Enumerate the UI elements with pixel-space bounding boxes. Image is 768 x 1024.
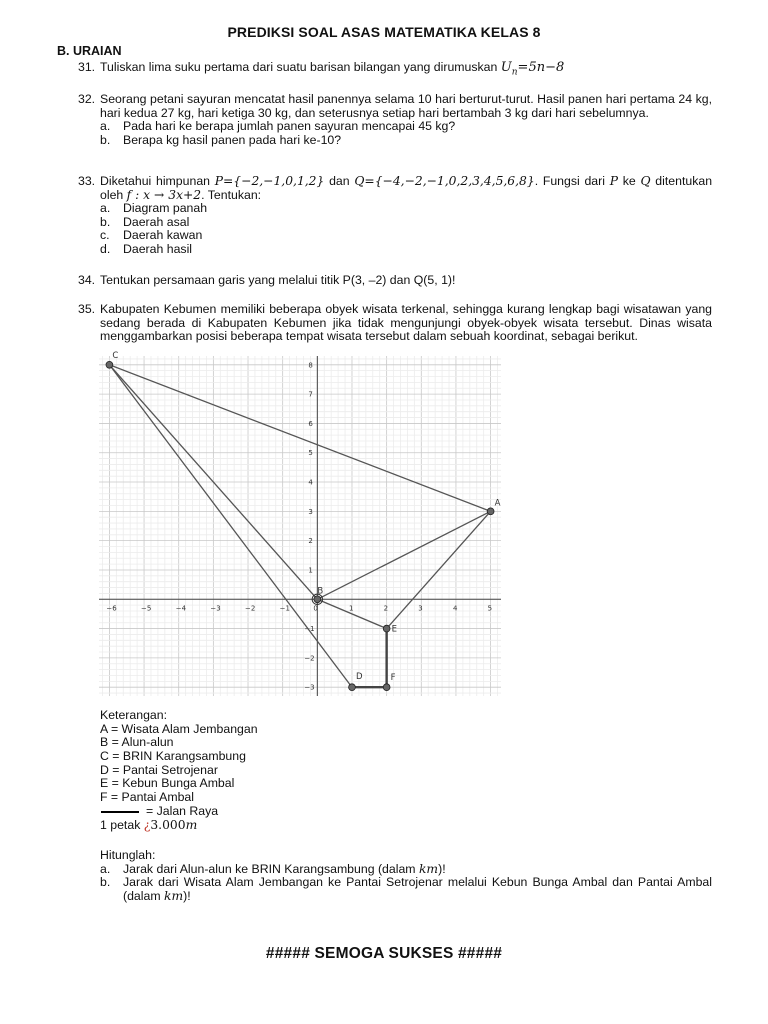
x-tick-label: 1 <box>348 604 354 613</box>
question-number: 31. <box>78 60 96 74</box>
x-tick-label: −3 <box>210 604 221 613</box>
y-tick-label: −2 <box>304 654 315 663</box>
legend <box>100 709 712 832</box>
question-number: 34. <box>78 273 96 287</box>
question-number: 33. <box>78 174 96 188</box>
set-p: P={−2,−1,0,1,2} <box>214 174 325 188</box>
list-item: a. Diagram panah <box>100 201 208 216</box>
list-item: b. Jarak dari Wisata Alam Jembangan ke Pantai Setrojenar melalui Kebun Bunga Ambal dan Pantai Ambal (dalam km)! <box>100 875 712 903</box>
y-tick-label: 2 <box>308 537 313 546</box>
y-tick-label: 1 <box>308 566 313 575</box>
legend-scale: 1 petak ¿3.000m <box>100 817 198 832</box>
point-label-B: B <box>317 586 324 597</box>
question-number: 32. <box>78 92 96 106</box>
x-tick-label: −5 <box>141 604 152 613</box>
y-tick-label: 8 <box>308 361 313 370</box>
function-formula: f : x → 3x+2 <box>126 187 202 202</box>
question-text: Seorang petani sayuran mencatat hasil panennya selama 10 hari berturut-turut. Hasil panen hari pertama 24 kg, hari kedua 27 kg, hari ketiga 30 kg, dan seterusnya setiap hari bertambah 3 kg dari hari sebelumnya. <box>100 92 712 120</box>
y-tick-label: 7 <box>308 390 313 399</box>
tick-labels <box>106 361 492 691</box>
x-tick-label: 4 <box>452 604 458 613</box>
legend-item: C = BRIN Karangsambung <box>100 749 246 764</box>
point-label-A: A <box>494 498 501 509</box>
footer: ##### SEMOGA SUKSES ##### <box>265 945 503 962</box>
legend-road: = Jalan Raya <box>100 805 712 819</box>
y-tick-label: −1 <box>304 625 315 634</box>
list-item: a. Pada hari ke berapa jumlah panen sayuran mencapai 45 kg? <box>100 119 456 134</box>
formula: $U_n=5n-8$ <box>500 60 565 78</box>
set-q: Q={−4,−2,−1,0,2,3,4,5,6,8} <box>354 174 535 188</box>
point-A <box>487 508 494 515</box>
page-title: PREDIKSI SOAL ASAS MATEMATIKA KELAS 8 <box>227 24 541 40</box>
y-tick-label: 5 <box>308 449 313 458</box>
list-item: a. Jarak dari Alun-alun ke BRIN Karangsambung (dalam km)! <box>100 861 446 876</box>
legend-item: F = Pantai Ambal <box>100 790 194 805</box>
list-item: b. Berapa kg hasil panen pada hari ke-10? <box>100 132 342 147</box>
question-text: Diketahui himpunan P={−2,−1,0,1,2} dan Q={−4,−2,−1,0,2,3,4,5,6,8}. Fungsi dari P ke Q ditentukan oleh f : x → 3x+2. Tentukan: a. Diagram panah b. Daerah asal c. Daerah kawan d. Daerah hasil <box>100 174 713 256</box>
calc-title: Hitunglah: <box>100 848 156 862</box>
question-text: Kabupaten Kebumen memiliki beberapa obyek wisata terkenal, sehingga kurang lengkap bagi wisatawan yang sedang berada di Kabupaten Kebumen jika tidak mengunjungi obyek-obyek wisata tersebut. Dinas wisata menggambarkan posisi beberapa tempat wisata tersebut dalam sebuah koordinat, sebagai berikut. <box>100 302 712 344</box>
section-heading: B. URAIAN <box>57 44 122 58</box>
calculation-prompts <box>100 849 712 903</box>
y-tick-label: 6 <box>308 419 313 428</box>
x-tick-label: −4 <box>175 604 187 613</box>
coordinate-graph <box>99 350 501 696</box>
road-segments <box>109 365 493 687</box>
road-line-sample <box>101 811 139 813</box>
question-number: 35. <box>78 302 96 316</box>
point-label-D: D <box>355 672 363 683</box>
x-tick-label: 0 <box>313 604 318 613</box>
y-tick-label: 4 <box>308 478 313 487</box>
y-tick-label: −3 <box>304 683 315 692</box>
road-segment-CA <box>109 365 490 512</box>
list-item: c. Daerah kawan <box>100 228 203 243</box>
point-B <box>314 596 321 603</box>
x-tick-label: −2 <box>245 604 256 613</box>
point-label-E: E <box>391 624 398 635</box>
legend-item: E = Kebun Bunga Ambal <box>100 776 235 791</box>
legend-item: B = Alun-alun <box>100 735 174 750</box>
list-item: b. Daerah asal <box>100 214 190 229</box>
x-tick-label: 3 <box>418 604 423 613</box>
x-tick-label: 2 <box>383 604 389 613</box>
x-tick-label: −6 <box>106 604 117 613</box>
y-tick-label: 3 <box>308 507 313 516</box>
legend-item: A = Wisata Alam Jembangan <box>100 721 258 736</box>
road-segment-CD <box>109 365 352 687</box>
point-D <box>349 684 356 691</box>
axes <box>99 356 501 696</box>
legend-item: D = Pantai Setrojenar <box>100 762 218 777</box>
question-33 <box>78 175 712 257</box>
road-segment-BA <box>317 511 490 599</box>
x-tick-label: −1 <box>279 604 291 613</box>
question-text: Tentukan persamaan garis yang melalui titik P(3, –2) dan Q(5, 1)! <box>100 273 456 287</box>
question-31 <box>78 61 712 80</box>
grid <box>99 356 501 696</box>
question-34 <box>78 274 712 288</box>
legend-title: Keterangan: <box>100 708 168 722</box>
point-F <box>383 684 390 691</box>
point-E <box>383 625 390 632</box>
x-tick-label: 5 <box>487 604 493 613</box>
question-text: Tuliskan lima suku pertama dari suatu barisan bilangan yang dirumuskan <box>100 60 498 74</box>
point-C <box>106 361 113 368</box>
list-item: d. Daerah hasil <box>100 241 193 256</box>
question-35 <box>78 303 712 344</box>
point-label-F: F <box>390 673 396 684</box>
question-32 <box>78 93 712 147</box>
point-label-C: C <box>112 350 119 361</box>
